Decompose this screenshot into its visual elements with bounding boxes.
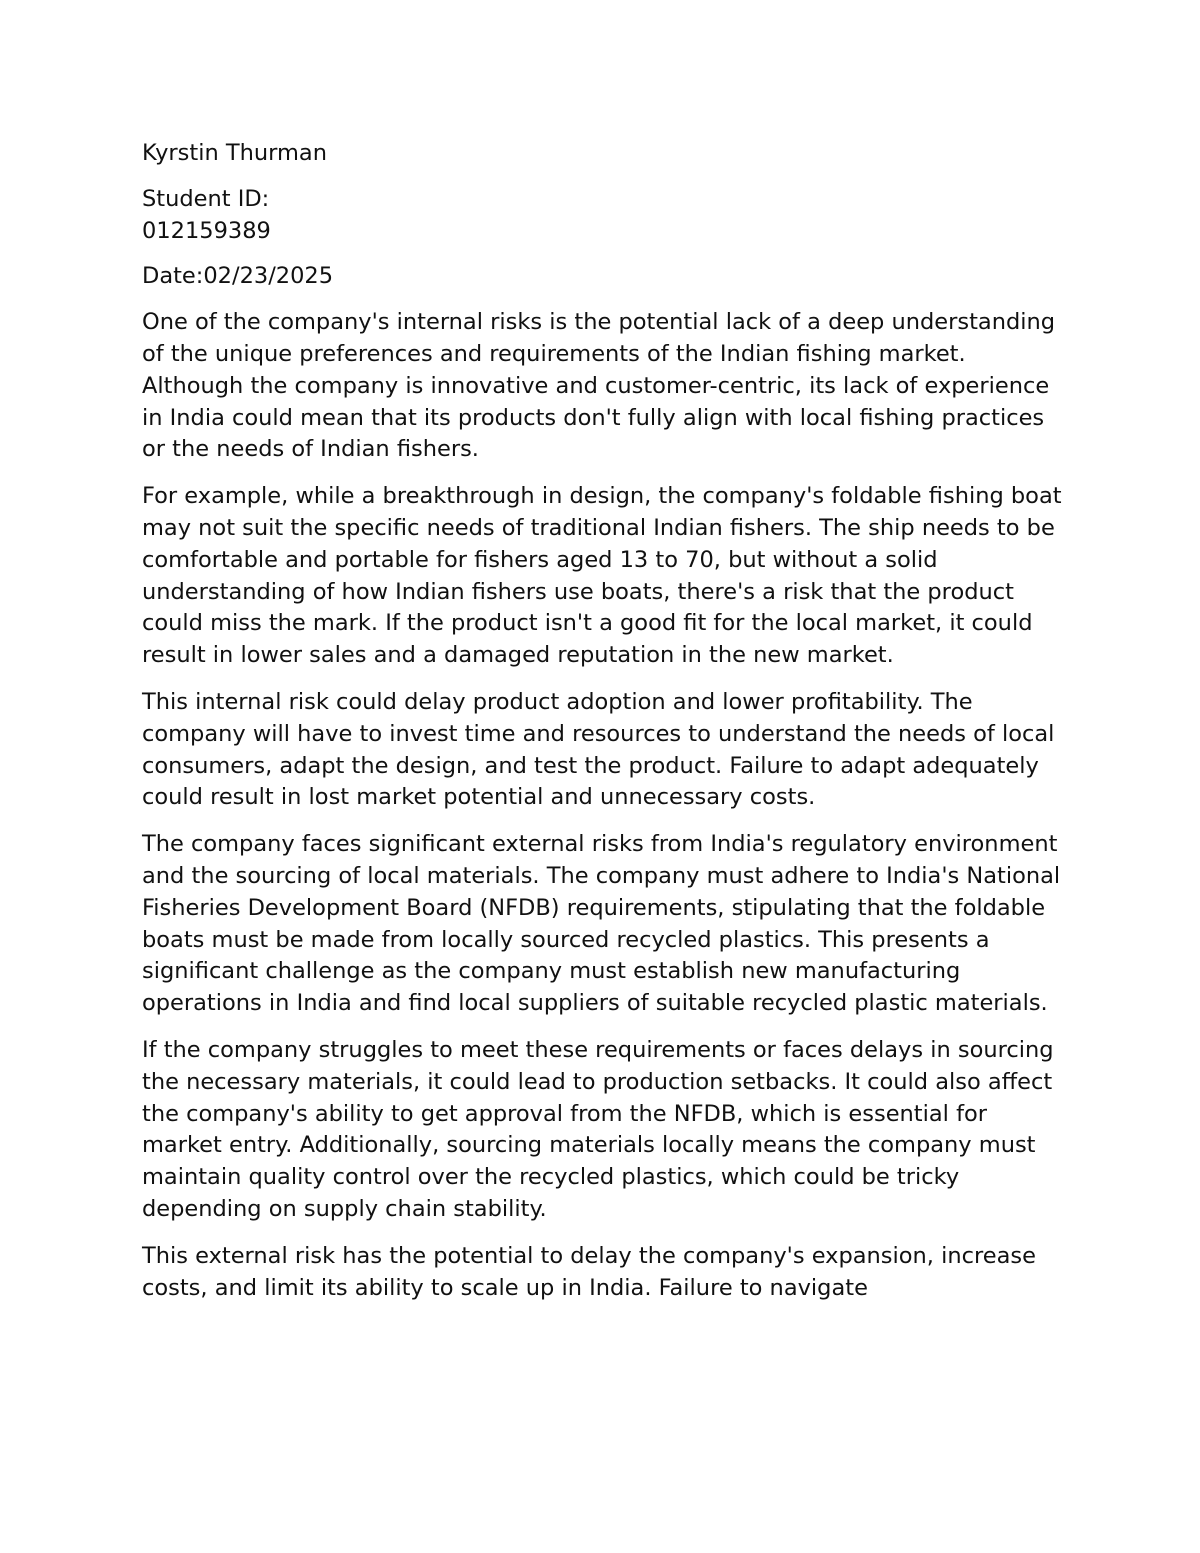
document-date: Date:02/23/2025 [142,263,334,290]
author-name: Kyrstin Thurman [142,140,327,166]
paragraph-external-impact: This external risk has the potential to delay the company's expansion, increase costs, and limit its ability to scale up in India. Failure to navigate [142,1242,1036,1301]
student-id-value: 012159389 [142,217,271,244]
document-body [142,138,1072,1319]
student-id-label: Student ID: [142,185,270,212]
paragraph-example: For example, while a breakthrough in design, the company's foldable fishing boat may not suit the specific needs of traditional Indian fishers. The ship needs to be comfortable and portable for fishers aged 13 to 70, but without a solid understanding of how Indian fishers use boats, there's a risk that the product could miss the mark. If the product isn't a good fit for the local market, it could result in lower sales and a damaged reputation in the new market. [142,483,1062,669]
paragraph-internal-risk: One of the company's internal risks is the potential lack of a deep understanding of the unique preferences and requirements of the Indian fishing market. Although the company is innovative and customer-centric, its lack of experience in India could mean that its products don't fully align with local fishing practices or the needs of Indian fishers. [142,309,1056,463]
paragraph-external-consequences: If the company struggles to meet these requirements or faces delays in sourcing the necessary materials, it could lead to production setbacks. It could also affect the company's ability to get approval from the NFDB, which is essential for market entry. Additionally, sourcing materials locally means the company must maintain quality control over the recycled plastics, which could be tricky depending on supply chain stability. [142,1036,1054,1222]
paragraph-internal-impact: This internal risk could delay product adoption and lower profitability. The company will have to invest time and resources to understand the needs of local consumers, adapt the design, and test the product. Failure to adapt adequately could result in lost market potential and unnecessary costs. [142,688,1055,811]
paragraph-external-risk: The company faces significant external risks from India's regulatory environment and the sourcing of local materials. The company must adhere to India's National Fisheries Development Board (NFDB) requirements, stipulating that the foldable boats must be made from locally sourced recycled plastics. This presents a significant challenge as the company must establish new manufacturing operations in India and find local suppliers of suitable recycled plastic materials. [142,831,1061,1017]
